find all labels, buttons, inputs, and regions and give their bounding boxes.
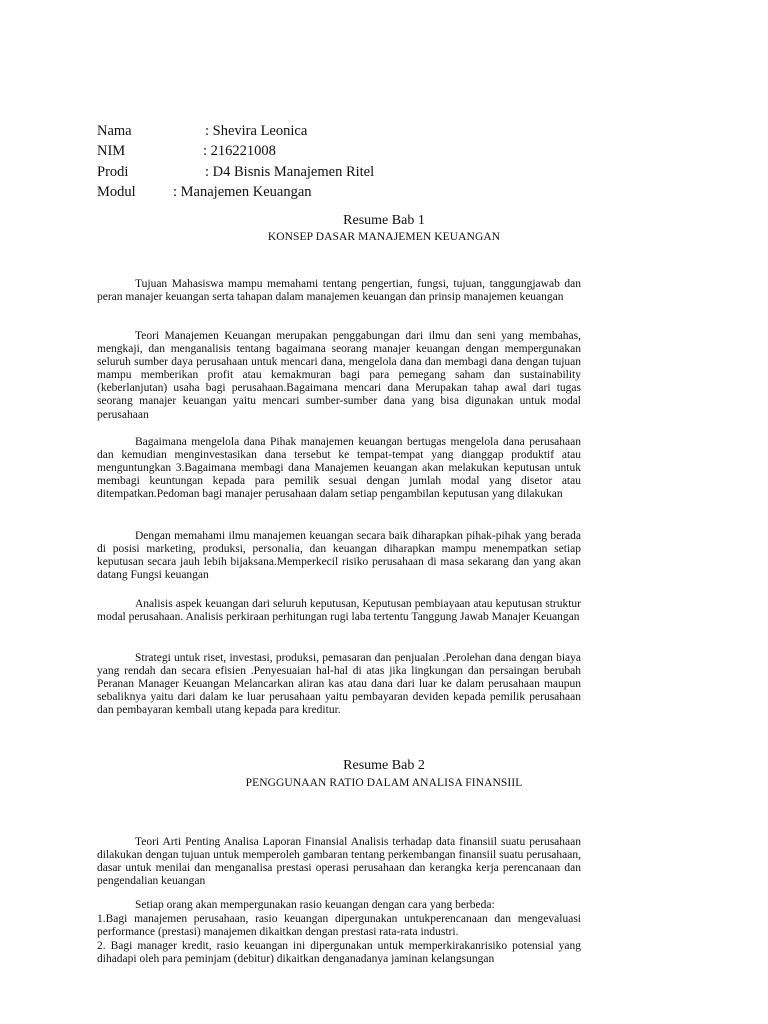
bab2-paragraph: Setiap orang akan mempergunakan rasio keuangan dengan cara yang berbeda: bbox=[135, 899, 495, 911]
bab2-title: Resume Bab 2 bbox=[343, 758, 425, 773]
bab1-subtitle: KONSEP DASAR MANAJEMEN KEUANGAN bbox=[267, 231, 501, 243]
bab1-paragraph: Strategi untuk riset, investasi, produksi, pemasaran dan penjualan .Perolehan dana dengan biaya yang rendah dan secara efisien .Penyesuaian hal-hal di atas jika lingkungan dan persaingan berubah Peranan Manager Keuangan Melancarkan aliran kas atau dana dari luar ke dalam perusahaan maupun sebaliknya yaitu dari dalam ke luar perusahaan yaitu pembayaran deviden kepada pemilik perusahaan dan pembayaran kembali utang kepada para kreditur. bbox=[97, 652, 581, 717]
header-modul-row bbox=[97, 183, 312, 201]
prodi-value: : D4 Bisnis Manajemen Ritel bbox=[205, 164, 375, 180]
modul-value: : Manajemen Keuangan bbox=[173, 184, 312, 200]
modul-label: Modul bbox=[97, 184, 136, 200]
bab1-paragraph: Analisis aspek keuangan dari seluruh keputusan, Keputusan pembiayaan atau keputusan struktur modal perusahaan. Analisis perkiraan perhitungan rugi laba tertentu Tanggung Jawab Manajer Keuangan bbox=[97, 598, 581, 624]
bab2-list-item: 1.Bagi manajemen perusahaan, rasio keuangan dipergunakan untukperencanaan dan mengevaluasi performance (prestasi) manajemen dikaitkan dengan prestasi rata-rata industri. bbox=[97, 913, 581, 939]
bab1-paragraph: Tujuan Mahasiswa mampu memahami tentang pengertian, fungsi, tujuan, tanggungjawab dan peran manajer keuangan serta tahapan dalam manajemen keuangan dan prinsip manajemen keuangan bbox=[97, 278, 581, 304]
nama-label: Nama bbox=[97, 123, 132, 139]
nim-label: NIM bbox=[97, 143, 126, 159]
header-prodi-row bbox=[97, 163, 375, 181]
prodi-label: Prodi bbox=[97, 164, 129, 180]
bab2-paragraph: Teori Arti Penting Analisa Laporan Finansial Analisis terhadap data finansiil suatu perusahaan dilakukan dengan tujuan untuk memperoleh gambaran tentang perkembangan finansiil suatu perusahaan, dasar untuk menilai dan menganalisa prestasi operasi perusahaan dan kerangka kerja perencanaan dan pengendalian keuangan bbox=[97, 836, 581, 888]
nama-value: : Shevira Leonica bbox=[205, 123, 308, 139]
header-nim-row bbox=[97, 142, 276, 160]
bab1-paragraph: Teori Manajemen Keuangan merupakan penggabungan dari ilmu dan seni yang membahas, mengkaji, dan menganalisis tentang bagaimana seorang manajer keuangan dengan mempergunakan seluruh sumber daya perusahaan untuk mencari dana, mengelola dana dan membagi dana dengan tujuan mampu memberikan profit atau kemakmuran bagi para pemegang saham dan sustainability (keberlanjutan) usaha bagi perusahaan.Bagaimana mencari dana Merupakan tahap awal dari tugas seorang manajer keuangan yaitu mencari sumber-sumber dana yang bisa digunakan untuk modal perusahaan bbox=[97, 330, 581, 421]
bab1-title: Resume Bab 1 bbox=[343, 213, 425, 228]
bab2-subtitle: PENGGUNAAN RATIO DALAM ANALISA FINANSIIL bbox=[245, 777, 523, 789]
bab1-paragraph: Dengan memahami ilmu manajemen keuangan secara baik diharapkan pihak-pihak yang berada di posisi marketing, produksi, personalia, dan keuangan diharapkan mampu menempatkan setiap keputusan secara jauh lebih bijaksana.Memperkecil risiko perusahaan di masa sekarang dan yang akan datang Fungsi keuangan bbox=[97, 530, 581, 582]
bab1-paragraph: Bagaimana mengelola dana Pihak manajemen keuangan bertugas mengelola dana perusahaan dan kemudian menginvestasikan dana tersebut ke tempat-tempat yang dianggap produktif atau menguntungkan 3.Bagaimana membagi dana Manajemen keuangan akan melakukan keputusan untuk membagi keuntungan kepada para pemilik sesuai dengan jumlah modal yang disetor atau ditempatkan.Pedoman bagi manajer perusahaan dalam setiap pengambilan keputusan yang dilakukan bbox=[97, 436, 581, 501]
header-nama-row bbox=[97, 122, 308, 140]
bab2-list-item: 2. Bagi manager kredit, rasio keuangan ini dipergunakan untuk memperkirakanrisiko potensial yang dihadapi oleh para peminjam (debitur) dikaitkan denganadanya jaminan kelangsungan bbox=[97, 940, 581, 966]
nim-value: : 216221008 bbox=[203, 143, 276, 159]
